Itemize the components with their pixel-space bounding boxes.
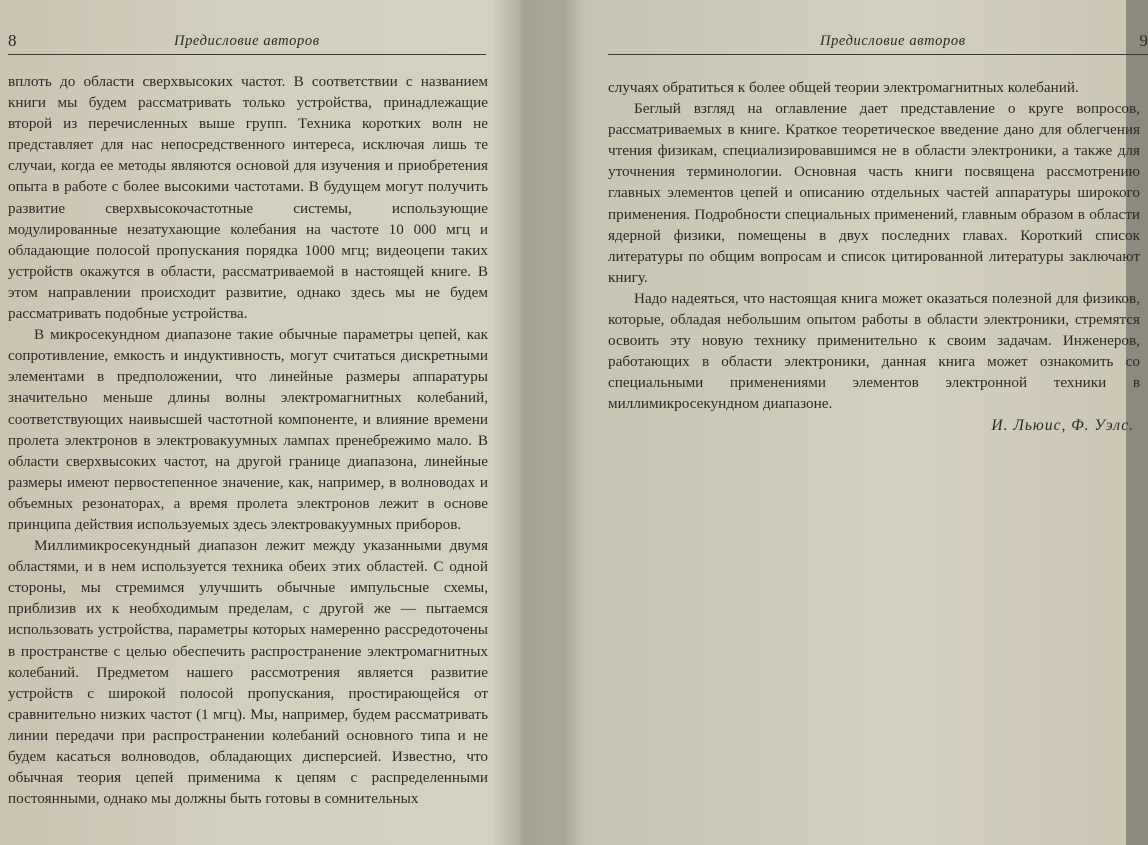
right-running-head: Предисловие авторов — [820, 33, 966, 49]
right-paragraph-2: Беглый взгляд на оглавление дает представление о круге вопросов, рассматриваемых в книге. Краткое теоретическое введение дано для облегчения чтения физикам, специализировавшимся не в области электроники, а также для уточнения терминологии. Основная часть книги посвящена рассмотрению главных элементов цепей и описанию отдельных частей аппаратуры широкого применения. Подробности специальных применений, главным образом в области ядерной физики, помещены в двух последних главах. Короткий список литературы по общим вопросам и список цитированной литературы заключают книгу. — [608, 100, 1140, 286]
right-page-number: 9 — [1139, 31, 1148, 50]
left-page-header — [8, 26, 486, 55]
right-page-header — [608, 26, 1148, 55]
left-paragraph-2: В микросекундном диапазоне такие обычные параметры цепей, как сопротивление, емкость и индуктивность, могут считаться дискретными элементами в предположении, что линейные размеры аппаратуры значительно меньше длины волны электромагнитных колебаний, соответствующих наивысшей частотной компоненте, и влияние времени пролета электронов в электровакуумных лампах пренебрежимо мало. В области сверхвысоких частот, на другой границе диапазона, линейные размеры имеют первостепенное значение, как, например, в волноводах и объемных резонаторах, а время пролета электронов лежит в основе принципа действия используемых здесь электровакуумных приборов. — [8, 326, 488, 533]
author-signature: И. Льюис, Ф. Уэлс. — [991, 416, 1134, 434]
right-page-text — [608, 77, 1140, 436]
left-paragraph-1: вплоть до области сверхвысоких частот. В соответствии с названием книги мы будем рассматривать только устройства, принадлежащие второй из перечисленных выше групп. Техника коротких волн не представляет для нас непосредственного интереса, исключая лишь те случаи, когда ее методы являются основой для изучения и приобретения опыта в работе с более высокими частотами. В будущем могут получить развитие сверхвысокочастотные системы, использующие модулированные незатухающие колебания на частоте 10 000 мгц и обладающие полосой пропускания порядка 1000 мгц; видеоцепи таких устройств окажутся в области, рассматриваемой в настоящей книге. В этом направлении происходит развитие, однако здесь мы не будем рассматривать подобные устройства. — [8, 73, 488, 323]
left-page — [0, 0, 520, 845]
left-running-head: Предисловие авторов — [174, 33, 320, 49]
right-paragraph-1: случаях обратиться к более общей теории электромагнитных колебаний. — [608, 79, 1079, 96]
right-page — [560, 0, 1148, 845]
left-paragraph-3: Миллимикросекундный диапазон лежит между указанными двумя областями, и в нем используется техника обеих этих областей. С одной стороны, мы стремимся улучшить обычные импульсные схемы, приблизив их к необходимым пределам, с другой же — пытаемся использовать устройства, параметры которых намеренно рассредоточены в пространстве с целью обеспечить распространение электромагнитных колебаний. Предметом нашего рассмотрения является развитие устройств с широкой полосой пропускания, простирающейся от сравнительно низких частот (1 мгц). Мы, например, будем рассматривать линии передачи при распространении колебаний основного типа и не будем касаться волноводов, обладающих дисперсией. Известно, что обычная теория цепей применима к цепям с распределенными постоянными, однако мы должны быть готовы в сомнительных — [8, 537, 488, 808]
left-page-number: 8 — [8, 31, 17, 50]
right-paragraph-3: Надо надеяться, что настоящая книга может оказаться полезной для физиков, которые, обладая небольшим опытом работы в области электроники, стремятся освоить эту новую технику применительно к своим задачам. Инженеров, работающих в области электроники, данная книга может ознакомить со специальными применениями элементов электронной техники в миллимикросекундном диапазоне. — [608, 289, 1140, 413]
left-page-text — [8, 71, 488, 809]
